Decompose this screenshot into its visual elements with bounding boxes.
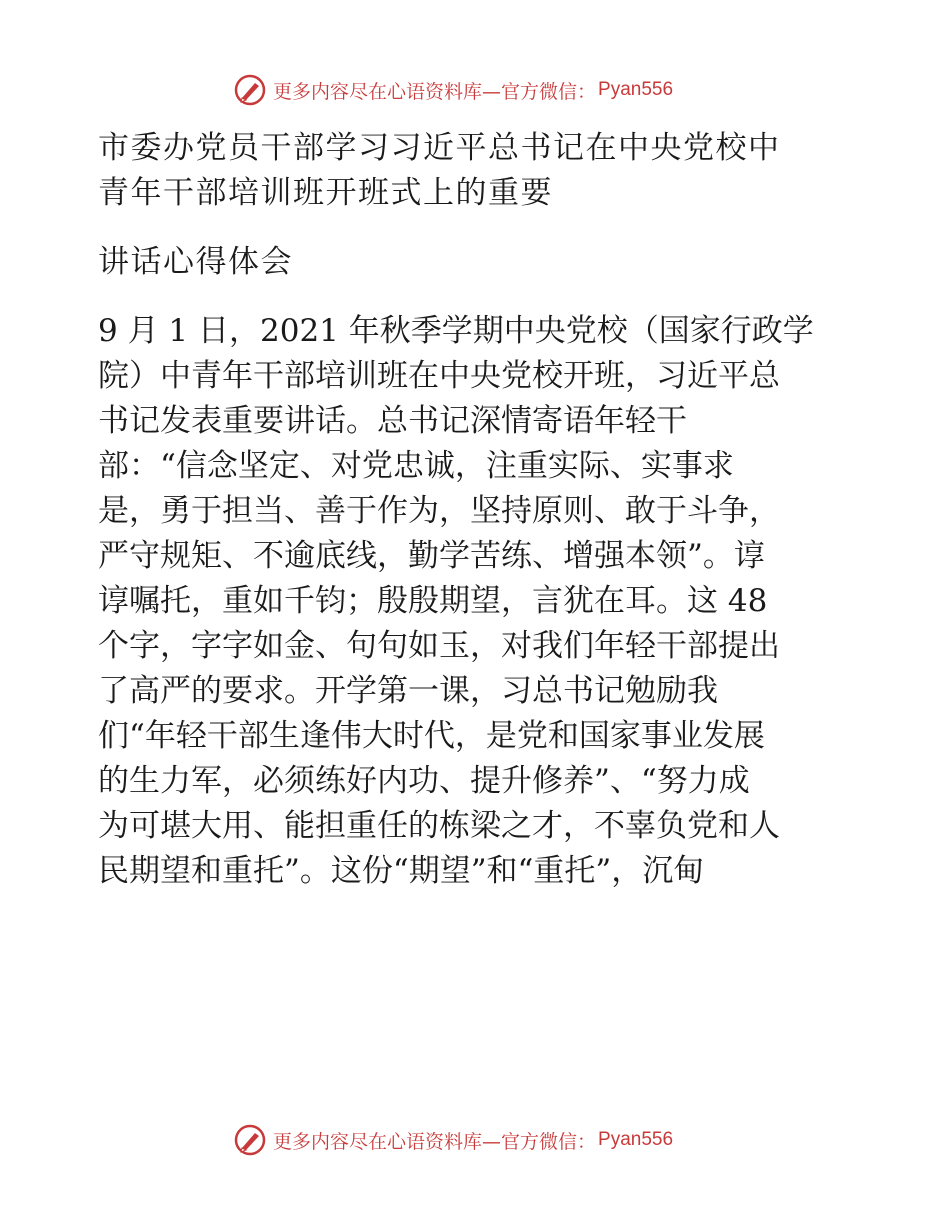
body-line-4: 部：“信念坚定、对党忠诚，注重实际、实事求 [98,448,734,484]
body-line-5: 是，勇于担当、善于作为，坚持原则、敢于斗争， [98,493,780,529]
footer-watermark [233,1122,673,1158]
document-content [98,126,858,894]
body-line-7: 谆嘱托，重如千钧；殷殷期望，言犹在耳。这 48 [98,583,768,619]
pen-logo-icon [233,73,267,107]
body-line-1: 9 月 1 日，2021 年秋季学期中央党校（国家行政学 [98,313,814,349]
body-line-2: 院）中青年干部培训班在中央党校开班，习近平总 [98,358,780,394]
body-line-11: 的生力军，必须练好内功、提升修养”、“努力成 [98,763,750,799]
pen-logo-icon [233,1123,267,1157]
body-line-9: 了高严的要求。开学第一课，习总书记勉励我 [98,673,718,709]
body-line-13: 民期望和重托”。这份“期望”和“重托”，沉甸 [98,853,705,889]
body-line-10: 们“年轻干部生逢伟大时代，是党和国家事业发展 [98,718,765,754]
title-line-1: 市委办党员干部学习习近平总书记在中央党校中 [98,130,781,166]
watermark-text: 更多内容尽在心语资料库—官方微信： [273,1130,597,1153]
title-line-2: 青年干部培训班开班式上的重要 [98,175,553,211]
header-watermark [233,72,673,108]
body-line-12: 为可堪大用、能担重任的栋梁之才，不辜负党和人 [98,808,780,844]
watermark-text: 更多内容尽在心语资料库—官方微信： [273,80,597,103]
watermark-wechat-id: Pyan556 [598,1129,674,1150]
title-line-3: 讲话心得体会 [98,244,293,280]
body-line-3: 书记发表重要讲话。总书记深情寄语年轻干 [98,403,687,439]
watermark-wechat-id: Pyan556 [598,79,674,100]
body-line-8: 个字，字字如金、句句如玉，对我们年轻干部提出 [98,628,780,664]
body-line-6: 严守规矩、不逾底线，勤学苦练、增强本领”。谆 [98,538,765,574]
